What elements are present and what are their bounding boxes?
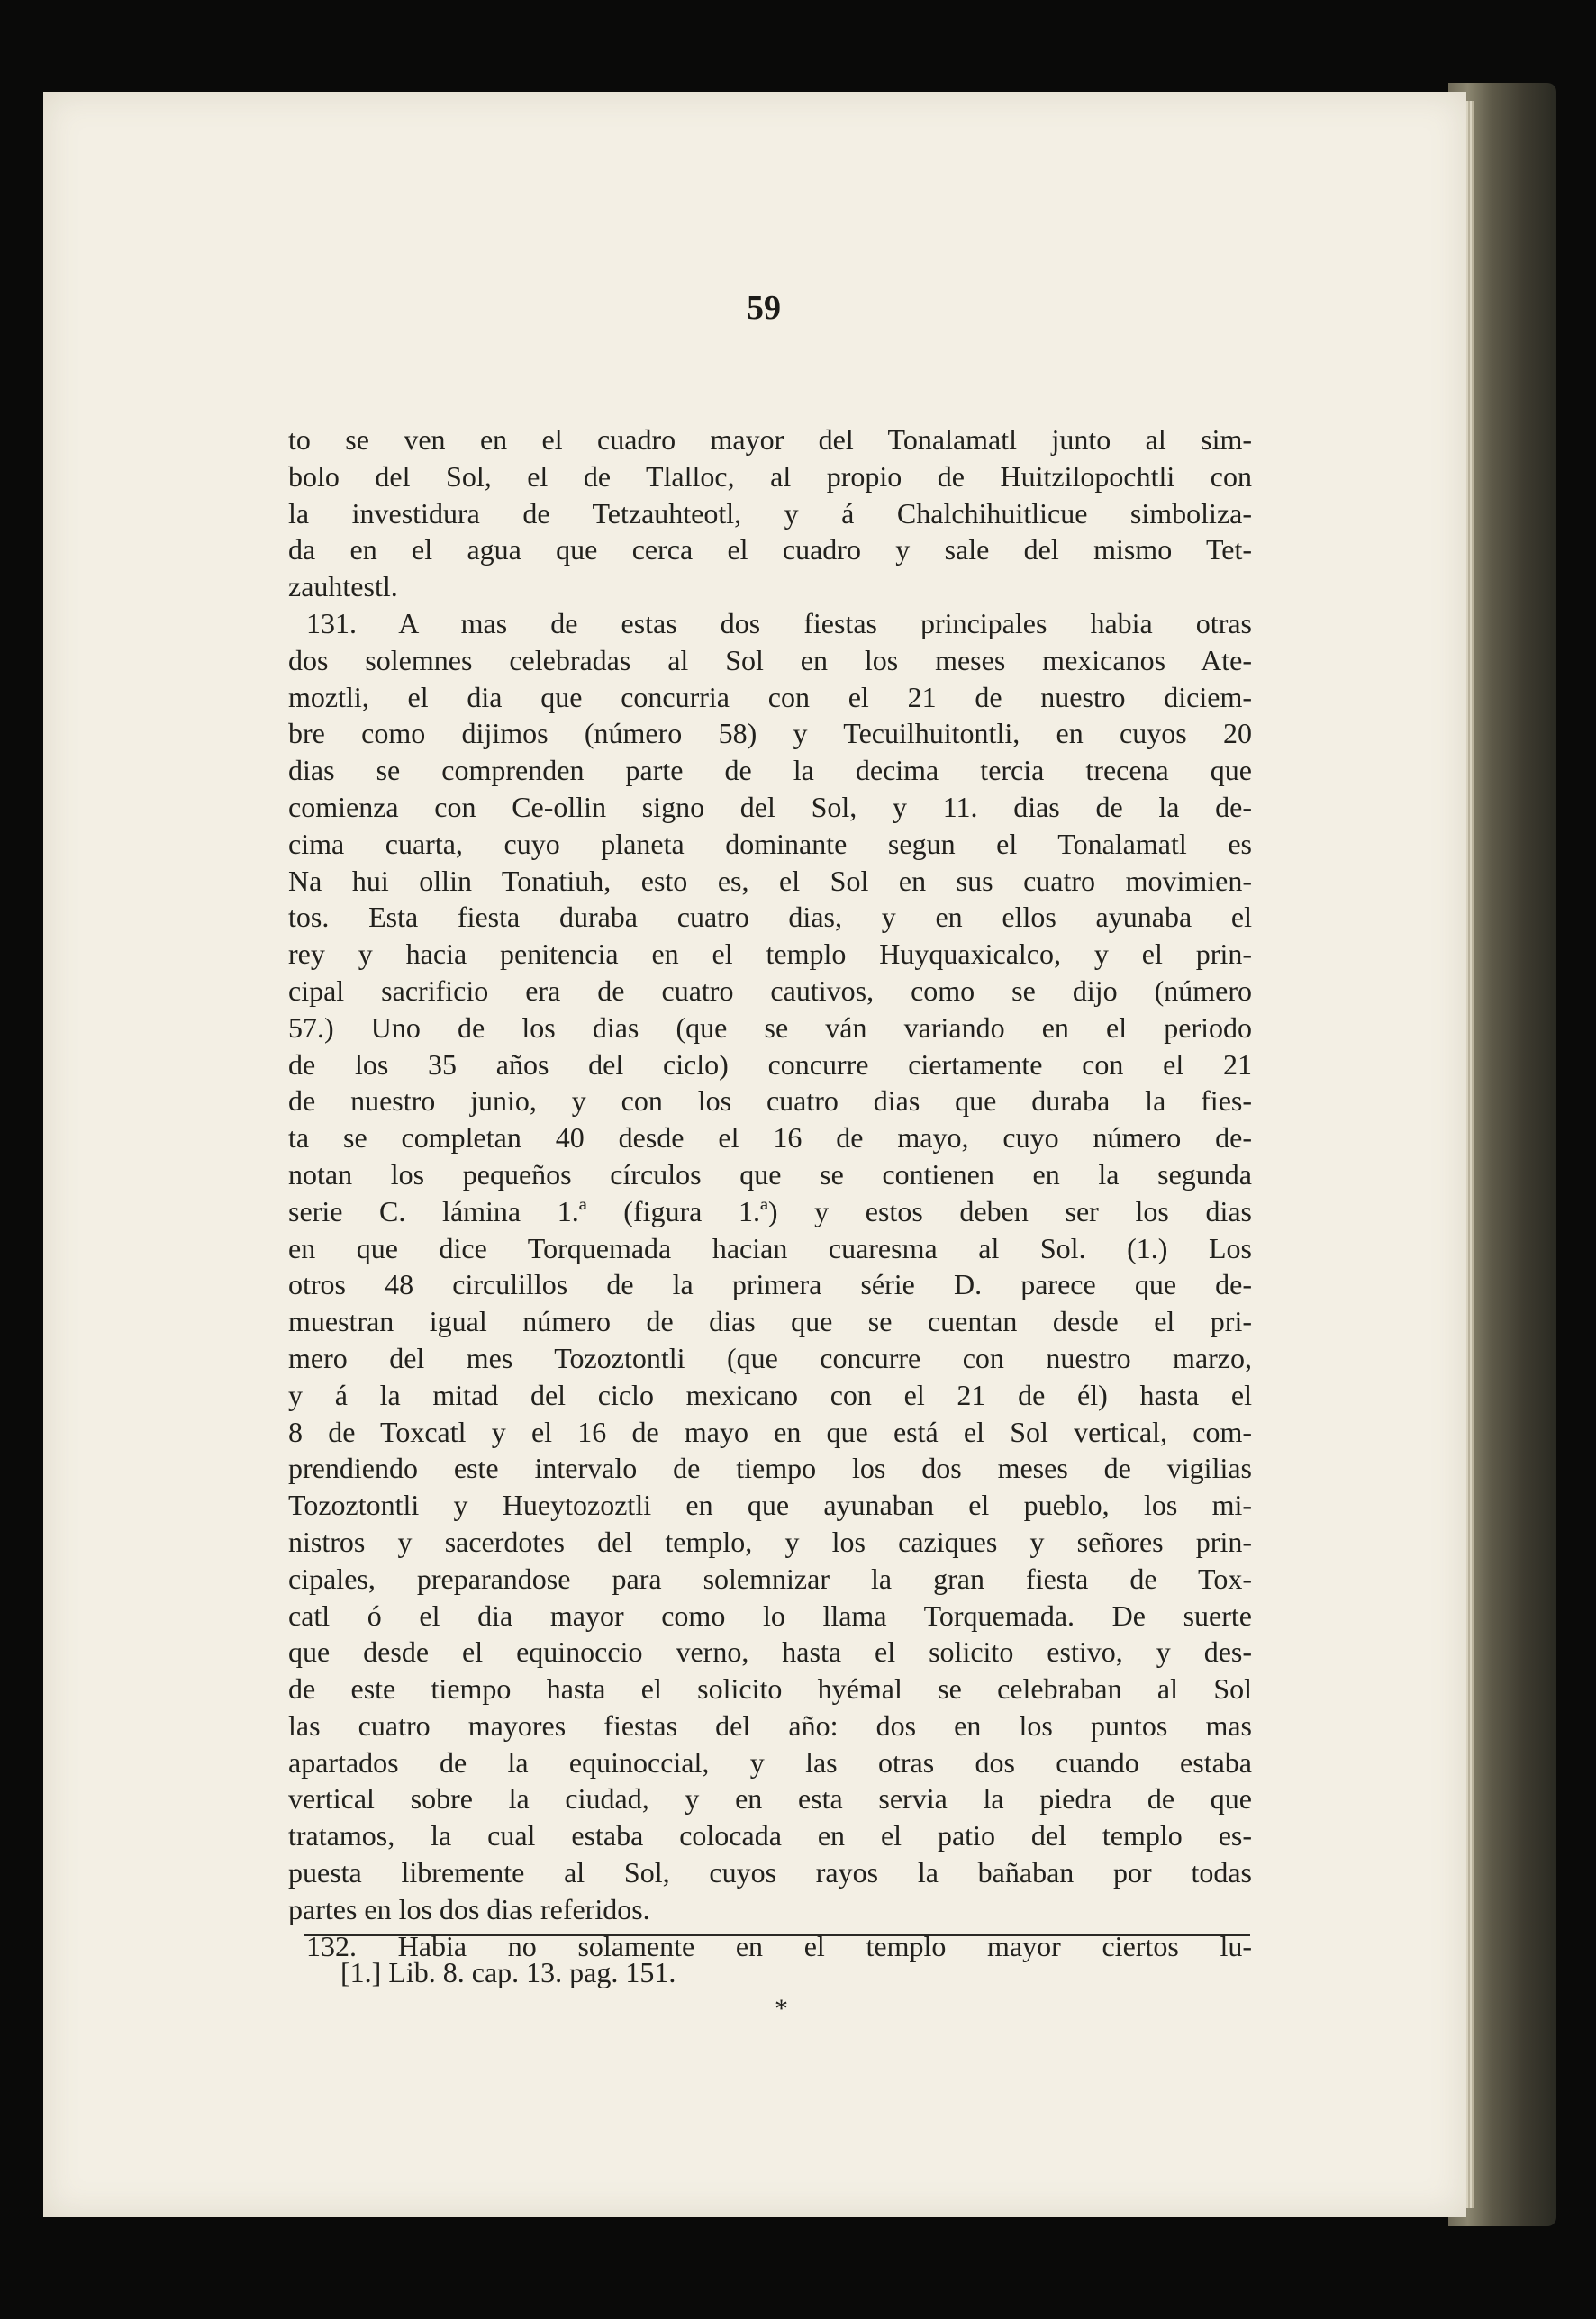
text-line: de los 35 años del ciclo) concurre ciertamente con el 21: [288, 1047, 1252, 1081]
text-line: dias se comprenden parte de la decima tercia trecena que: [288, 754, 1252, 787]
footnote: [1.] Lib. 8. cap. 13. pag. 151.: [340, 1956, 676, 1988]
signature-mark: *: [775, 1994, 788, 2024]
text-line: to se ven en el cuadro mayor del Tonalamatl junto al sim-: [288, 423, 1252, 456]
text-line: Tozoztontli y Hueytozoztli en que ayunaban el pueblo, los mi-: [288, 1489, 1252, 1522]
text-line: muestran igual número de dias que se cuentan desde el pri-: [288, 1305, 1252, 1338]
text-line: otros 48 circulillos de la primera série D. parece que de-: [288, 1268, 1252, 1301]
text-line: y á la mitad del ciclo mexicano con el 21 de él) hasta el: [288, 1378, 1252, 1411]
text-line: las cuatro mayores fiestas del año: dos en los puntos mas: [288, 1708, 1252, 1742]
text-line: moztli, el dia que concurria con el 21 de nuestro diciem-: [288, 680, 1252, 713]
text-line: tratamos, la cual estaba colocada en el patio del templo es-: [288, 1819, 1252, 1852]
text-line: puesta libremente al Sol, cuyos rayos la bañaban por todas: [288, 1856, 1252, 1889]
text-line: zauhtestl.: [288, 570, 398, 603]
book-page: [43, 92, 1466, 2217]
text-line: la investidura de Tetzauhteotl, y á Chalchihuitlicue simboliza-: [288, 496, 1252, 530]
page-number: 59: [747, 289, 781, 327]
text-line: rey y hacia penitencia en el templo Huyquaxicalco, y el prin-: [288, 938, 1252, 971]
text-line: serie C. lámina 1.ª (figura 1.ª) y estos deben ser los dias: [288, 1194, 1252, 1227]
text-line: vertical sobre la ciudad, y en esta servia la piedra de que: [288, 1782, 1252, 1816]
body-text: [288, 421, 1252, 1964]
text-line: cipales, preparandose para solemnizar la gran fiesta de Tox-: [288, 1562, 1252, 1595]
text-line: bolo del Sol, el de Tlalloc, al propio de Huitzilopochtli con: [288, 459, 1252, 493]
text-line: cipal sacrificio era de cuatro cautivos, como se dijo (número: [288, 974, 1252, 1007]
text-line: 131. A mas de estas dos fiestas principales habia otras: [306, 606, 1252, 639]
text-line: apartados de la equinoccial, y las otras dos cuando estaba: [288, 1745, 1252, 1779]
text-line: 8 de Toxcatl y el 16 de mayo en que está el Sol vertical, com-: [288, 1415, 1252, 1448]
text-line: dos solemnes celebradas al Sol en los meses mexicanos Ate-: [288, 643, 1252, 676]
text-line: de nuestro junio, y con los cuatro dias que duraba la fies-: [288, 1084, 1252, 1118]
text-line: mero del mes Tozoztontli (que concurre con nuestro marzo,: [288, 1341, 1252, 1374]
text-line: de este tiempo hasta el solicito hyémal se celebraban al Sol: [288, 1672, 1252, 1706]
text-line: Na hui ollin Tonatiuh, esto es, el Sol en sus cuatro movimien-: [288, 864, 1252, 897]
text-line: ta se completan 40 desde el 16 de mayo, cuyo número de-: [288, 1121, 1252, 1155]
text-line: nistros y sacerdotes del templo, y los caziques y señores prin-: [288, 1525, 1252, 1558]
text-line: cima cuarta, cuyo planeta dominante segun el Tonalamatl es: [288, 827, 1252, 860]
footnote-rule: [304, 1934, 1250, 1936]
text-line: 57.) Uno de los dias (que se ván variando en el periodo: [288, 1010, 1252, 1044]
text-line: partes en los dos dias referidos.: [288, 1892, 650, 1925]
text-line: 132. Habia no solamente en el templo mayor ciertos lu-: [306, 1929, 1252, 1962]
text-line: en que dice Torquemada hacian cuaresma al Sol. (1.) Los: [288, 1231, 1252, 1264]
text-line: comienza con Ce-ollin signo del Sol, y 11. dias de la de-: [288, 790, 1252, 823]
text-line: notan los pequeños círculos que se contienen en la segunda: [288, 1157, 1252, 1191]
text-line: catl ó el dia mayor como lo llama Torquemada. De suerte: [288, 1599, 1252, 1632]
text-line: prendiendo este intervalo de tiempo los dos meses de vigilias: [288, 1452, 1252, 1485]
text-line: que desde el equinoccio verno, hasta el solicito estivo, y des-: [288, 1635, 1252, 1669]
text-line: tos. Esta fiesta duraba cuatro dias, y en ellos ayunaba el: [288, 901, 1252, 934]
text-line: bre como dijimos (número 58) y Tecuilhuitontli, en cuyos 20: [288, 717, 1252, 750]
text-line: da en el agua que cerca el cuadro y sale del mismo Tet-: [288, 533, 1252, 566]
